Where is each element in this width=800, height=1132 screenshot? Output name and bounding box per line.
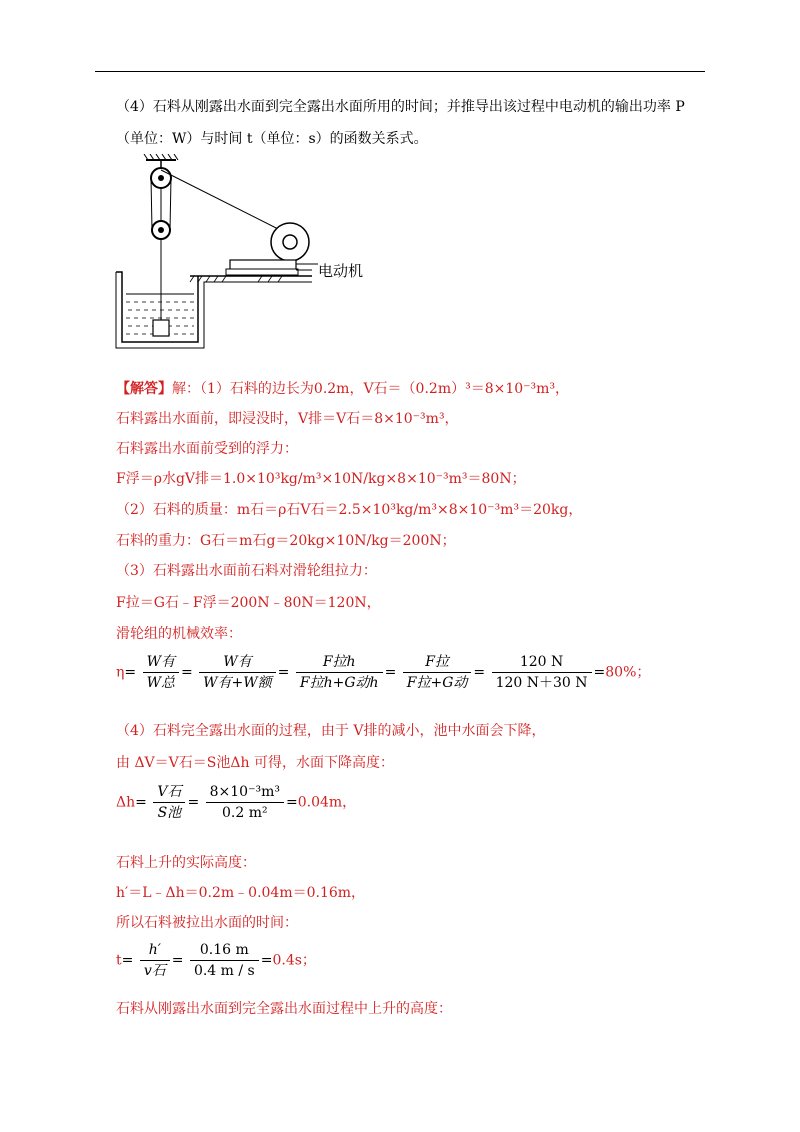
question-line-1: （4）石料从刚露出水面到完全露出水面所用的时间；并推导出该过程中电动机的输出功率 P [116, 99, 685, 115]
answer-line-8: F拉＝G石﹣F浮＝200N﹣80N＝120N， [116, 595, 381, 611]
frac-h-v: $\frac{h'}{\text{v石}}$ [140, 940, 170, 981]
eta-symbol: η [116, 664, 125, 681]
answer-text-1: 解：（1）石料的边长为0.2m，V石＝（0.2m）³＝8×10⁻³m³， [172, 381, 570, 397]
efficiency-formula: η= $\frac{\text{W有}}{\text{W总}}$ = $\frac{\text{W有}}{\text{W有+W额}}$ = $\frac{\text{F拉h}}{\text{F拉h+G动h}}$ = $\frac{\text{F拉}}{\text{F拉+G动}}$ = $\frac{120 N}{120 N+30 N}$ =80%； [116, 654, 651, 691]
answer-line-15: 石料从刚露出水面到完全露出水面过程中上升的高度： [116, 1001, 452, 1017]
motor-label: 电动机 [318, 262, 364, 280]
delta-h-result: 0.04m， [297, 794, 357, 811]
answer-line-6: 石料的重力：G石＝m石g＝20kg×10N/kg＝200N； [116, 533, 456, 549]
answer-line-11: 由 ΔV＝V石＝S池Δh 可得，水面下降高度： [116, 755, 394, 771]
answer-line-7: （3）石料露出水面前石料对滑轮组拉力： [116, 563, 377, 579]
answer-line-2: 石料露出水面前，即浸没时，V排＝V石＝8×10⁻³m³， [116, 411, 459, 427]
time-formula: t= $\frac{h'}{\text{v石}}$ = $\frac{0.16 m}{0.4 m / s}$ =0.4s； [116, 942, 316, 979]
answer-line-5: （2）石料的质量：m石＝ρ石V石＝2.5×10³kg/m³×8×10⁻³m³＝20kg， [116, 502, 583, 518]
time-symbol: t [116, 952, 122, 969]
frac-v-s: $\frac{\text{V石}}{\text{S池}}$ [153, 782, 185, 823]
answer-line-14: 所以石料被拉出水面的时间： [116, 915, 298, 931]
answer-tag: 【解答】 [116, 381, 172, 397]
delta-h-formula: Δh= $\frac{\text{V石}}{\text{S池}}$ = $\frac{\text{8×10⁻³m³}}{\text{0.2 m²}}$ =0.04m， [116, 784, 357, 821]
question-line-2: （单位：W）与时间 t（单位：s）的函数关系式。 [116, 131, 428, 147]
eta-result: 80%； [605, 664, 651, 681]
answer-line-4: F浮＝ρ水gV排＝1.0×10³kg/m³×10N/kg×8×10⁻³m³＝80N； [116, 471, 526, 487]
header-rule [95, 71, 705, 72]
frac-numeric: $\frac{120 N}{120 N+30 N}$ [492, 652, 592, 693]
time-result: 0.4s； [272, 952, 316, 969]
frac-force-h: $\frac{\text{F拉h}}{\text{F拉h+G动h}}$ [296, 652, 383, 693]
frac-wyou-sum: $\frac{\text{W有}}{\text{W有+W额}}$ [199, 652, 276, 693]
frac-t-numeric: $\frac{0.16 m}{0.4 m / s}$ [190, 940, 259, 981]
frac-force: $\frac{\text{F拉}}{\text{F拉+G动}}$ [403, 652, 472, 693]
delta-h-symbol: Δh [116, 794, 136, 811]
frac-wyou-wzong: $\frac{\text{W有}}{\text{W总}}$ [143, 652, 179, 693]
frac-dh-numeric: $\frac{\text{8×10⁻³m³}}{\text{0.2 m²}}$ [206, 782, 284, 823]
answer-line-10: （4）石料完全露出水面的过程，由于 V排的减小，池中水面会下降， [116, 723, 546, 739]
answer-line-13: h′＝L﹣Δh＝0.2m﹣0.04m＝0.16m， [116, 885, 366, 901]
answer-line-9: 滑轮组的机械效率： [116, 626, 242, 642]
answer-line-3: 石料露出水面前受到的浮力： [116, 441, 298, 457]
pulley-diagram [112, 154, 382, 354]
answer-line-12: 石料上升的实际高度： [116, 855, 256, 871]
answer-line-1 [116, 380, 569, 398]
